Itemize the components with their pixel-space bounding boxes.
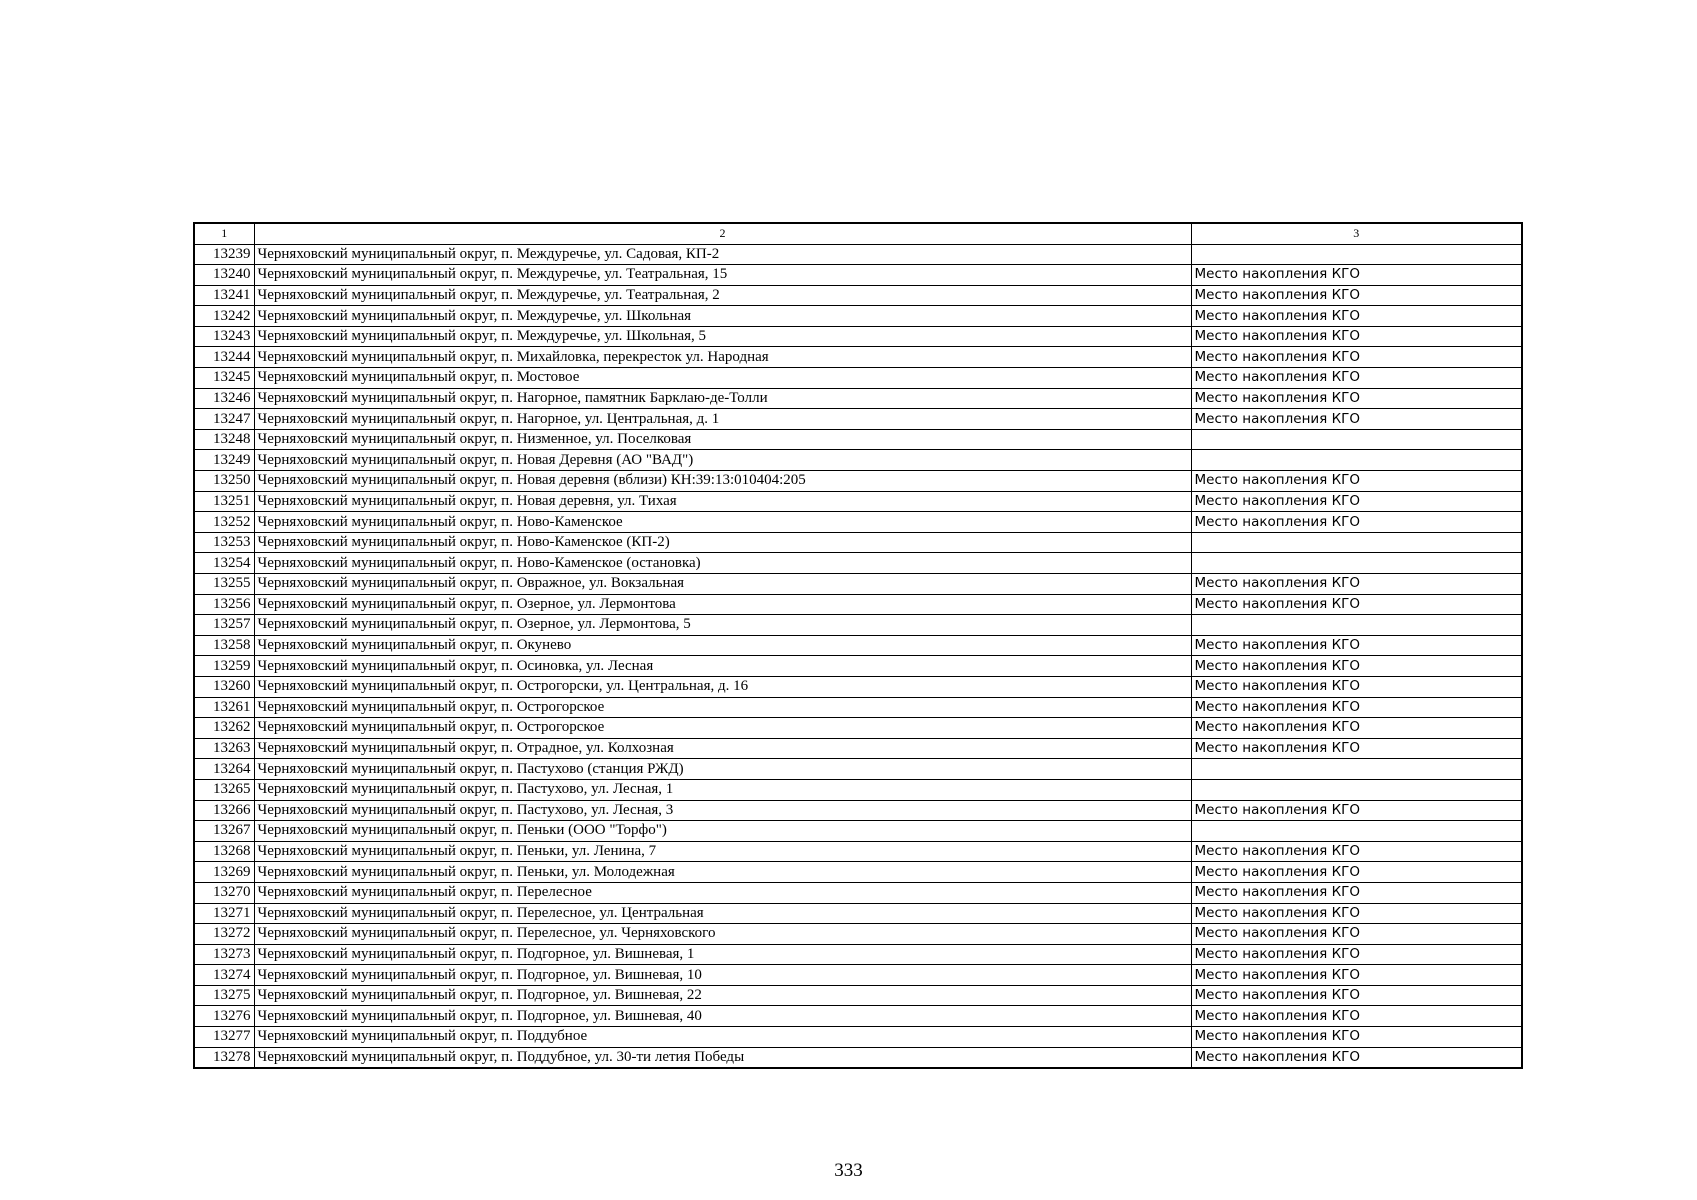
address-cell: Черняховский муниципальный округ, п. Междуречье, ул. Театральная, 15 <box>254 265 1191 286</box>
note-cell: Место накопления КГО <box>1191 265 1522 286</box>
row-number-cell: 13251 <box>194 491 254 512</box>
table-row <box>194 779 1522 800</box>
table-row <box>194 265 1522 286</box>
row-number-cell: 13278 <box>194 1047 254 1068</box>
row-number-cell: 13268 <box>194 841 254 862</box>
address-cell: Черняховский муниципальный округ, п. Овражное, ул. Вокзальная <box>254 574 1191 595</box>
table-row <box>194 944 1522 965</box>
note-cell: Место накопления КГО <box>1191 882 1522 903</box>
note-cell <box>1191 615 1522 636</box>
table-row <box>194 635 1522 656</box>
table-row <box>194 615 1522 636</box>
row-number-cell: 13256 <box>194 594 254 615</box>
note-cell: Место накопления КГО <box>1191 512 1522 533</box>
address-cell: Черняховский муниципальный округ, п. Подгорное, ул. Вишневая, 22 <box>254 985 1191 1006</box>
table-row <box>194 903 1522 924</box>
note-cell: Место накопления КГО <box>1191 1047 1522 1068</box>
table-row <box>194 347 1522 368</box>
address-cell: Черняховский муниципальный округ, п. Мостовое <box>254 368 1191 389</box>
note-cell: Место накопления КГО <box>1191 718 1522 739</box>
table-row <box>194 512 1522 533</box>
row-number-cell: 13260 <box>194 676 254 697</box>
row-number-cell: 13262 <box>194 718 254 739</box>
table-row <box>194 759 1522 780</box>
note-cell: Место накопления КГО <box>1191 944 1522 965</box>
address-cell: Черняховский муниципальный округ, п. Острогорское <box>254 718 1191 739</box>
address-cell: Черняховский муниципальный округ, п. Озерное, ул. Лермонтова <box>254 594 1191 615</box>
table-row <box>194 965 1522 986</box>
row-number-cell: 13274 <box>194 965 254 986</box>
note-cell: Место накопления КГО <box>1191 635 1522 656</box>
address-cell: Черняховский муниципальный округ, п. Михайловка, перекресток ул. Народная <box>254 347 1191 368</box>
page-number: 333 <box>834 1160 863 1181</box>
registry-table <box>193 222 1523 1069</box>
note-cell: Место накопления КГО <box>1191 306 1522 327</box>
address-cell: Черняховский муниципальный округ, п. Поддубное, ул. 30-ти летия Победы <box>254 1047 1191 1068</box>
row-number-cell: 13261 <box>194 697 254 718</box>
row-number-cell: 13240 <box>194 265 254 286</box>
note-cell: Место накопления КГО <box>1191 676 1522 697</box>
row-number-cell: 13258 <box>194 635 254 656</box>
row-number-cell: 13243 <box>194 326 254 347</box>
column-header-2: 2 <box>254 223 1191 244</box>
note-cell <box>1191 532 1522 553</box>
address-cell: Черняховский муниципальный округ, п. Ново-Каменское <box>254 512 1191 533</box>
table-row <box>194 882 1522 903</box>
address-cell: Черняховский муниципальный округ, п. Пастухово, ул. Лесная, 3 <box>254 800 1191 821</box>
table-row <box>194 491 1522 512</box>
table-row <box>194 429 1522 450</box>
address-cell: Черняховский муниципальный округ, п. Осиновка, ул. Лесная <box>254 656 1191 677</box>
table-row <box>194 1047 1522 1068</box>
table-row <box>194 821 1522 842</box>
note-cell: Место накопления КГО <box>1191 965 1522 986</box>
note-cell: Место накопления КГО <box>1191 368 1522 389</box>
address-cell: Черняховский муниципальный округ, п. Низменное, ул. Поселковая <box>254 429 1191 450</box>
address-cell: Черняховский муниципальный округ, п. Поддубное <box>254 1027 1191 1048</box>
note-cell: Место накопления КГО <box>1191 1027 1522 1048</box>
address-cell: Черняховский муниципальный округ, п. Окунево <box>254 635 1191 656</box>
address-cell: Черняховский муниципальный округ, п. Междуречье, ул. Театральная, 2 <box>254 285 1191 306</box>
note-cell <box>1191 759 1522 780</box>
row-number-cell: 13244 <box>194 347 254 368</box>
column-header-1: 1 <box>194 223 254 244</box>
table-row <box>194 924 1522 945</box>
row-number-cell: 13276 <box>194 1006 254 1027</box>
row-number-cell: 13275 <box>194 985 254 1006</box>
table-row <box>194 471 1522 492</box>
row-number-cell: 13254 <box>194 553 254 574</box>
address-cell: Черняховский муниципальный округ, п. Новая деревня (вблизи) КН:39:13:010404:205 <box>254 471 1191 492</box>
table-row <box>194 862 1522 883</box>
note-cell: Место накопления КГО <box>1191 471 1522 492</box>
row-number-cell: 13255 <box>194 574 254 595</box>
address-cell: Черняховский муниципальный округ, п. Перелесное, ул. Черняховского <box>254 924 1191 945</box>
note-cell <box>1191 821 1522 842</box>
row-number-cell: 13239 <box>194 244 254 265</box>
address-cell: Черняховский муниципальный округ, п. Перелесное, ул. Центральная <box>254 903 1191 924</box>
address-cell: Черняховский муниципальный округ, п. Междуречье, ул. Школьная <box>254 306 1191 327</box>
address-cell: Черняховский муниципальный округ, п. Острогорски, ул. Центральная, д. 16 <box>254 676 1191 697</box>
note-cell: Место накопления КГО <box>1191 326 1522 347</box>
row-number-cell: 13267 <box>194 821 254 842</box>
address-cell: Черняховский муниципальный округ, п. Новая Деревня (АО "ВАД") <box>254 450 1191 471</box>
note-cell: Место накопления КГО <box>1191 697 1522 718</box>
note-cell: Место накопления КГО <box>1191 347 1522 368</box>
column-header-3: 3 <box>1191 223 1522 244</box>
address-cell: Черняховский муниципальный округ, п. Озерное, ул. Лермонтова, 5 <box>254 615 1191 636</box>
table-row <box>194 244 1522 265</box>
row-number-cell: 13277 <box>194 1027 254 1048</box>
address-cell: Черняховский муниципальный округ, п. Пеньки (ООО "Торфо") <box>254 821 1191 842</box>
row-number-cell: 13264 <box>194 759 254 780</box>
note-cell <box>1191 450 1522 471</box>
table-row <box>194 306 1522 327</box>
note-cell: Место накопления КГО <box>1191 924 1522 945</box>
table-row <box>194 594 1522 615</box>
note-cell <box>1191 779 1522 800</box>
address-cell: Черняховский муниципальный округ, п. Нагорное, памятник Барклаю-де-Толли <box>254 388 1191 409</box>
note-cell: Место накопления КГО <box>1191 285 1522 306</box>
address-cell: Черняховский муниципальный округ, п. Подгорное, ул. Вишневая, 10 <box>254 965 1191 986</box>
row-number-cell: 13273 <box>194 944 254 965</box>
row-number-cell: 13248 <box>194 429 254 450</box>
address-cell: Черняховский муниципальный округ, п. Отрадное, ул. Колхозная <box>254 738 1191 759</box>
address-cell: Черняховский муниципальный округ, п. Новая деревня, ул. Тихая <box>254 491 1191 512</box>
address-cell: Черняховский муниципальный округ, п. Пеньки, ул. Ленина, 7 <box>254 841 1191 862</box>
table-row <box>194 388 1522 409</box>
address-cell: Черняховский муниципальный округ, п. Перелесное <box>254 882 1191 903</box>
address-cell: Черняховский муниципальный округ, п. Подгорное, ул. Вишневая, 1 <box>254 944 1191 965</box>
address-cell: Черняховский муниципальный округ, п. Пастухово, ул. Лесная, 1 <box>254 779 1191 800</box>
table-row <box>194 285 1522 306</box>
note-cell <box>1191 244 1522 265</box>
table-row <box>194 574 1522 595</box>
row-number-cell: 13272 <box>194 924 254 945</box>
note-cell: Место накопления КГО <box>1191 1006 1522 1027</box>
table-row <box>194 985 1522 1006</box>
address-cell: Черняховский муниципальный округ, п. Подгорное, ул. Вишневая, 40 <box>254 1006 1191 1027</box>
table-body <box>194 244 1522 1068</box>
address-cell: Черняховский муниципальный округ, п. Междуречье, ул. Школьная, 5 <box>254 326 1191 347</box>
note-cell: Место накопления КГО <box>1191 841 1522 862</box>
note-cell: Место накопления КГО <box>1191 862 1522 883</box>
row-number-cell: 13249 <box>194 450 254 471</box>
row-number-cell: 13250 <box>194 471 254 492</box>
table-row <box>194 1006 1522 1027</box>
table-row <box>194 697 1522 718</box>
row-number-cell: 13270 <box>194 882 254 903</box>
note-cell: Место накопления КГО <box>1191 409 1522 430</box>
row-number-cell: 13241 <box>194 285 254 306</box>
row-number-cell: 13252 <box>194 512 254 533</box>
row-number-cell: 13265 <box>194 779 254 800</box>
table-row <box>194 676 1522 697</box>
address-cell: Черняховский муниципальный округ, п. Пеньки, ул. Молодежная <box>254 862 1191 883</box>
note-cell: Место накопления КГО <box>1191 903 1522 924</box>
row-number-cell: 13247 <box>194 409 254 430</box>
note-cell: Место накопления КГО <box>1191 594 1522 615</box>
row-number-cell: 13271 <box>194 903 254 924</box>
note-cell <box>1191 553 1522 574</box>
note-cell: Место накопления КГО <box>1191 574 1522 595</box>
row-number-cell: 13269 <box>194 862 254 883</box>
row-number-cell: 13263 <box>194 738 254 759</box>
table-row <box>194 656 1522 677</box>
note-cell: Место накопления КГО <box>1191 491 1522 512</box>
table-row <box>194 841 1522 862</box>
row-number-cell: 13246 <box>194 388 254 409</box>
note-cell <box>1191 429 1522 450</box>
address-cell: Черняховский муниципальный округ, п. Нагорное, ул. Центральная, д. 1 <box>254 409 1191 430</box>
note-cell: Место накопления КГО <box>1191 388 1522 409</box>
table-row <box>194 1027 1522 1048</box>
row-number-cell: 13253 <box>194 532 254 553</box>
row-number-cell: 13266 <box>194 800 254 821</box>
row-number-cell: 13259 <box>194 656 254 677</box>
table-row <box>194 368 1522 389</box>
table-row <box>194 800 1522 821</box>
note-cell: Место накопления КГО <box>1191 985 1522 1006</box>
address-cell: Черняховский муниципальный округ, п. Пастухово (станция РЖД) <box>254 759 1191 780</box>
table-row <box>194 553 1522 574</box>
table-row <box>194 718 1522 739</box>
table-row <box>194 532 1522 553</box>
header-row <box>194 223 1522 244</box>
address-cell: Черняховский муниципальный округ, п. Ново-Каменское (КП-2) <box>254 532 1191 553</box>
address-cell: Черняховский муниципальный округ, п. Острогорское <box>254 697 1191 718</box>
row-number-cell: 13257 <box>194 615 254 636</box>
address-cell: Черняховский муниципальный округ, п. Ново-Каменское (остановка) <box>254 553 1191 574</box>
note-cell: Место накопления КГО <box>1191 738 1522 759</box>
table-row <box>194 450 1522 471</box>
row-number-cell: 13242 <box>194 306 254 327</box>
note-cell: Место накопления КГО <box>1191 800 1522 821</box>
address-cell: Черняховский муниципальный округ, п. Междуречье, ул. Садовая, КП-2 <box>254 244 1191 265</box>
table-row <box>194 738 1522 759</box>
note-cell: Место накопления КГО <box>1191 656 1522 677</box>
row-number-cell: 13245 <box>194 368 254 389</box>
table-row <box>194 326 1522 347</box>
table-row <box>194 409 1522 430</box>
